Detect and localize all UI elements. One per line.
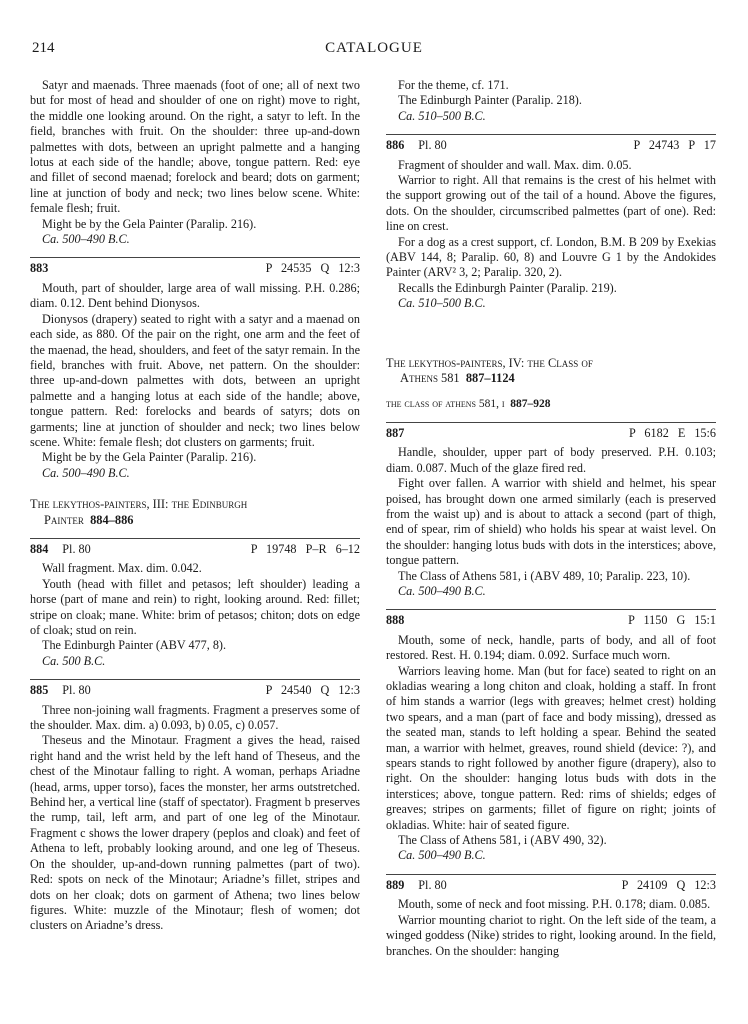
- inventory-ref: P 24540 Q 12:3: [265, 683, 360, 698]
- paragraph: Satyr and maenads. Three maenads (foot of one; all of next two but for most of head and shoulder of one on right) move to right, the middle one looking around. On the right, a satyr to left. In the field, branches with fruit. On the shoulder: three up-and-down palmettes with dots, between an upright palmette and a hanging lotus at each side of the handle; above, tongue pattern. Red: eye and fillet of second maenad; forelock and beard; dots on garment; line at junction of body and neck; two lines below scene. White: female flesh; fruit.: [30, 78, 360, 216]
- entry-number: 887: [386, 425, 405, 440]
- plate-ref: Pl. 80: [62, 541, 91, 556]
- date: Ca. 510–500 B.C.: [398, 296, 486, 311]
- entry-header-888: [386, 609, 716, 628]
- attribution: Might be by the Gela Painter (Paralip. 216).: [42, 450, 257, 465]
- paragraph: Youth (head with fillet and petasos; left shoulder) leading a horse (part of mane and rein) to right, looking around. Red: fillet; stripe on cloak; mane. White: brim of petasos; chiton; dots on edge of cloak; stud on rein.: [30, 576, 360, 637]
- section-range: 887–1124: [465, 371, 515, 386]
- attribution: Recalls the Edinburgh Painter (Paralip. 219).: [398, 280, 617, 295]
- description: Handle, shoulder, upper part of body preserved. P.H. 0.103; diam. 0.087. Much of the glaze fired red.: [386, 445, 716, 475]
- date: Ca. 500–490 B.C.: [42, 232, 130, 247]
- description: Three non-joining wall fragments. Fragment a preserves some of the shoulder. Max. dim. a) 0.093, b) 0.05, c) 0.057.: [30, 702, 360, 733]
- entry-header-883: [30, 257, 360, 276]
- section-heading: [386, 356, 716, 387]
- description: Wall fragment. Max. dim. 0.042.: [42, 561, 202, 576]
- plate-ref: Pl. 80: [418, 138, 447, 153]
- inventory-ref: P 24109 Q 12:3: [621, 877, 716, 892]
- paragraph: Warrior to right. All that remains is the crest of his helmet with the support growing out of the tail of a hound. Above the figures, dots. On the shoulder, circumscribed palmettes (part of one). Red: line on crest.: [386, 173, 716, 234]
- subsection-range: 887–928: [510, 397, 551, 410]
- attribution: The Edinburgh Painter (Paralip. 218).: [398, 93, 582, 108]
- right-column: [386, 78, 716, 959]
- inventory-ref: P 1150 G 15:1: [628, 613, 716, 628]
- section-title-line-2: Athens 581: [400, 371, 460, 386]
- plate-ref: [404, 426, 629, 441]
- page-header: [32, 40, 716, 64]
- date: Ca. 500–490 B.C.: [398, 848, 486, 863]
- entry-header-887: [386, 422, 716, 441]
- entry-number: 888: [386, 613, 405, 628]
- inventory-ref: P 19748 P–R 6–12: [250, 541, 360, 556]
- description: Fragment of shoulder and wall. Max. dim. 0.05.: [398, 157, 632, 172]
- left-column: [30, 78, 360, 934]
- entry-header-884: [30, 538, 360, 557]
- attribution: The Class of Athens 581, i (ABV 489, 10; Paralip. 223, 10).: [398, 568, 691, 583]
- entry-header-885: [30, 679, 360, 698]
- date: Ca. 500–490 B.C.: [42, 465, 130, 480]
- running-title: CATALOGUE: [325, 40, 423, 56]
- inventory-ref: P 24743 P 17: [633, 138, 716, 153]
- description: Mouth, some of neck, handle, parts of body, and all of foot restored. Rest. H. 0.194; diam. 0.092. Surface much worn.: [386, 632, 716, 663]
- subsection-title: the class of athens 581, i: [386, 397, 505, 410]
- attribution: The Class of Athens 581, i (ABV 490, 32).: [398, 833, 607, 848]
- entry-header-889: [386, 874, 716, 893]
- section-title-line-2: Painter: [44, 512, 84, 527]
- paragraph: Dionysos (drapery) seated to right with a satyr and a maenad on each side, as 880. Of the pair on the right, one arm and the feet of the maenad, the head, shoulders, and feet of the satyr remain. In the field, branches with fruit. Above, net pattern. On the shoulder: three up-and-down palmettes with dots, between an upright palmette and a hanging lotus at each side of the handle; above, tongue pattern. Red: forelocks and beards of satyrs; dots on garments; line at junction of shoulder and neck; two lines below scene. White: female flesh; dot clusters on garments; fruit.: [30, 311, 360, 449]
- date: Ca. 500–490 B.C.: [398, 583, 486, 598]
- section-heading: [30, 497, 360, 528]
- plate-ref: [404, 613, 628, 628]
- inventory-ref: P 6182 E 15:6: [629, 425, 716, 440]
- entry-number: 889: [386, 877, 405, 892]
- entry-number: 886: [386, 138, 405, 153]
- description: Mouth, some of neck and foot missing. P.H. 0.178; diam. 0.085.: [398, 897, 711, 912]
- date: Ca. 500 B.C.: [42, 653, 106, 668]
- description: Mouth, part of shoulder, large area of wall missing. P.H. 0.286; diam. 0.12. Dent behind Dionysos.: [30, 280, 360, 311]
- paragraph: For a dog as a crest support, cf. London, B.M. B 209 by Exekias (ABV 144, 8; Paralip. 60, 8) and Louvre G 1 by the Andokides Painter (ARV² 3, 2; Paralip. 320, 2).: [386, 234, 716, 280]
- section-range: 884–886: [90, 512, 134, 527]
- entry-number: 885: [30, 683, 49, 698]
- page-number: 214: [32, 40, 55, 56]
- paragraph: Fight over fallen. A warrior with shield and helmet, his spear poised, has brought down one armed similarly (each is preserved from the waist up) and is about to attack a second (part of thigh, end of spear, rim of shield) who holds his spear at waist level. On the shoulder: hanging lotus buds with dots in the interstices; above, tongue pattern.: [386, 476, 716, 568]
- inventory-ref: P 24535 Q 12:3: [265, 261, 360, 276]
- attribution: The Edinburgh Painter (ABV 477, 8).: [42, 638, 227, 653]
- plate-ref: [48, 261, 265, 276]
- subsection-heading: [386, 397, 716, 412]
- date: Ca. 510–500 B.C.: [398, 108, 486, 123]
- paragraph: Warrior mounting chariot to right. On the left side of the team, a winged goddess (Nike) strides to right, looking around. In the field, branches. On the shoulder: hanging: [386, 912, 716, 958]
- paragraph: Theseus and the Minotaur. Fragment a gives the head, raised right hand and the wrist held by the left hand of Theseus, and the chest of the Minotaur falling to right. A woman, perhaps Ariadne (head, arms, upper torso), faces the monster, her arms outstretched. Behind her, a vertical line (staff of spectator). Fragment b preserves the rump, tail, left arm, and part of one leg of the Minotaur. Fragment c shows the lower drapery (peplos and cloak) and feet of Athena to left, probably looking around, and one leg of Theseus. On the shoulder, up-and-down running palmettes (part of two). Red: spots on neck of the Minotaur; Ariadne’s fillet, stripes and dots on her cloak; dots on garment of Athena; two lines below figures. White: muzzle of the Minotaur; flesh of women; dot clusters on Ariadne’s dress.: [30, 733, 360, 933]
- section-title-line-1: The lekythos-painters, IV: the Class of: [386, 355, 593, 370]
- entry-header-886: [386, 134, 716, 153]
- section-title-line-1: The lekythos-painters, III: the Edinburgh: [30, 497, 248, 512]
- paragraph: For the theme, cf. 171.: [398, 78, 509, 92]
- entry-number: 883: [30, 261, 49, 276]
- entry-number: 884: [30, 541, 49, 556]
- plate-ref: Pl. 80: [62, 683, 91, 698]
- attribution: Might be by the Gela Painter (Paralip. 216).: [42, 216, 257, 231]
- paragraph: Warriors leaving home. Man (but for face) seated to right on an okladias wearing a long chiton and cloak, holding a staff. In front of him stands a warrior (legs with greaves; helmet crest) holding two spears, and a man (part of face and body missing), dressed as the seated man, stands to left holding a spear. Behind the seated man, a warrior with helmet, greaves, round shield (device: ?), and spears stands to right followed by another figure (drapery), also to right. On the shoulder: hanging lotus buds with dots in the interstices; above, tongue pattern. Red: rims of shields; edges of greaves; stripes on garments; fillet of figure on right; joints of okladias. White: hair of seated figure.: [386, 663, 716, 832]
- plate-ref: Pl. 80: [418, 877, 447, 892]
